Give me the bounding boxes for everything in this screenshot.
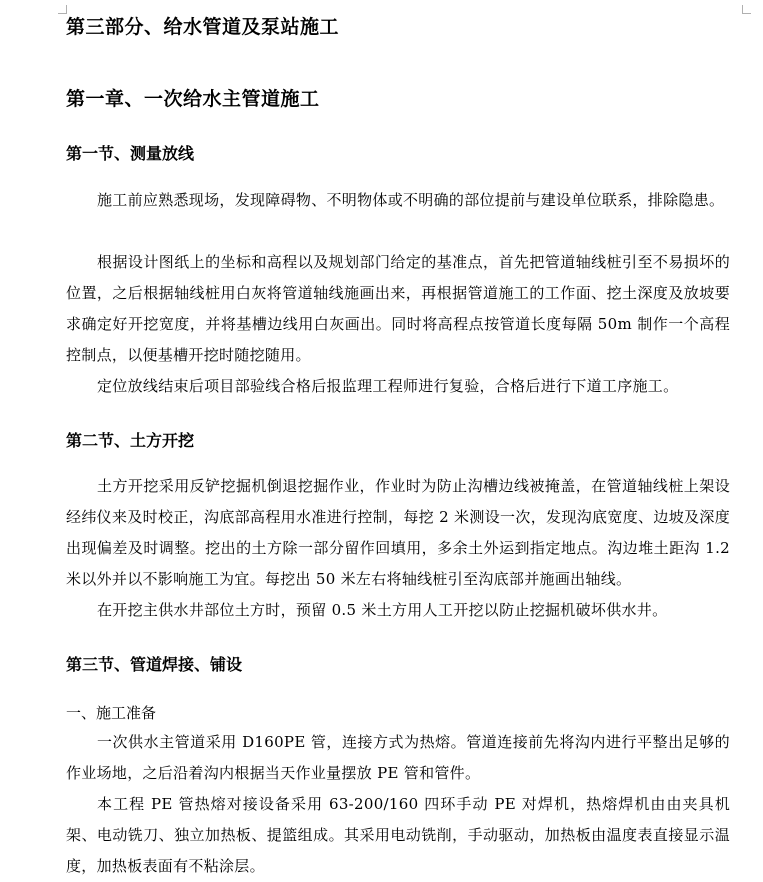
section-title-excavation: 第二节、土方开挖 — [66, 431, 195, 450]
page-corner-mark-right — [742, 5, 751, 14]
section-title-pipe-welding: 第三节、管道焊接、铺设 — [66, 655, 243, 674]
paragraph: 土方开挖采用反铲挖掘机倒退挖掘作业，作业时为防止沟槽边线被掩盖，在管道轴线桩上架设经纬仪来及时校正，沟底部高程用水准进行控制，每挖 2 米测设一次，发现沟底宽度、边坡及深度出现偏差及时调整。挖出的土方除一部分留作回填用，多余土外运到指定地点。沟边堆土距沟 1.2 米以外并以不影响施工为宜。每挖出 50 米左右将轴线桩引至沟底部并施画出轴线。 — [66, 477, 730, 588]
section-title-survey: 第一节、测量放线 — [66, 144, 195, 163]
paragraph: 根据设计图纸上的坐标和高程以及规划部门给定的基准点，首先把管道轴线桩引至不易损坏的位置，之后根据轴线桩用白灰将管道轴线施画出来，再根据管道施工的工作面、挖土深度及放坡要求确定好开挖宽度，并将基槽边线用白灰画出。同时将高程点按管道长度每隔 50m 制作一个高程控制点，以便基槽开挖时随挖随用。 — [66, 253, 730, 364]
part-title: 第三部分、给水管道及泵站施工 — [66, 16, 340, 38]
subsection-title: 一、施工准备 — [66, 704, 157, 722]
chapter-title: 第一章、一次给水主管道施工 — [66, 88, 320, 110]
paragraph: 一次供水主管道采用 D160PE 管，连接方式为热熔。管道连接前先将沟内进行平整出足够的作业场地，之后沿着沟内根据当天作业量摆放 PE 管和管件。 — [66, 733, 730, 782]
paragraph: 施工前应熟悉现场，发现障碍物、不明物体或不明确的部位提前与建设单位联系，排除隐患。 — [97, 191, 725, 209]
paragraph: 在开挖主供水井部位土方时，预留 0.5 米土方用人工开挖以防止挖掘机破坏供水井。 — [97, 601, 668, 619]
paragraph: 定位放线结束后项目部验线合格后报监理工程师进行复验，合格后进行下道工序施工。 — [97, 377, 679, 395]
paragraph: 本工程 PE 管热熔对接设备采用 63-200/160 四环手动 PE 对焊机，热熔焊机由由夹具机架、电动铣刀、独立加热板、提篮组成。其采用电动铣削，手动驱动，加热板由温度表直接显示温度，加热板表面有不粘涂层。 — [66, 795, 730, 875]
